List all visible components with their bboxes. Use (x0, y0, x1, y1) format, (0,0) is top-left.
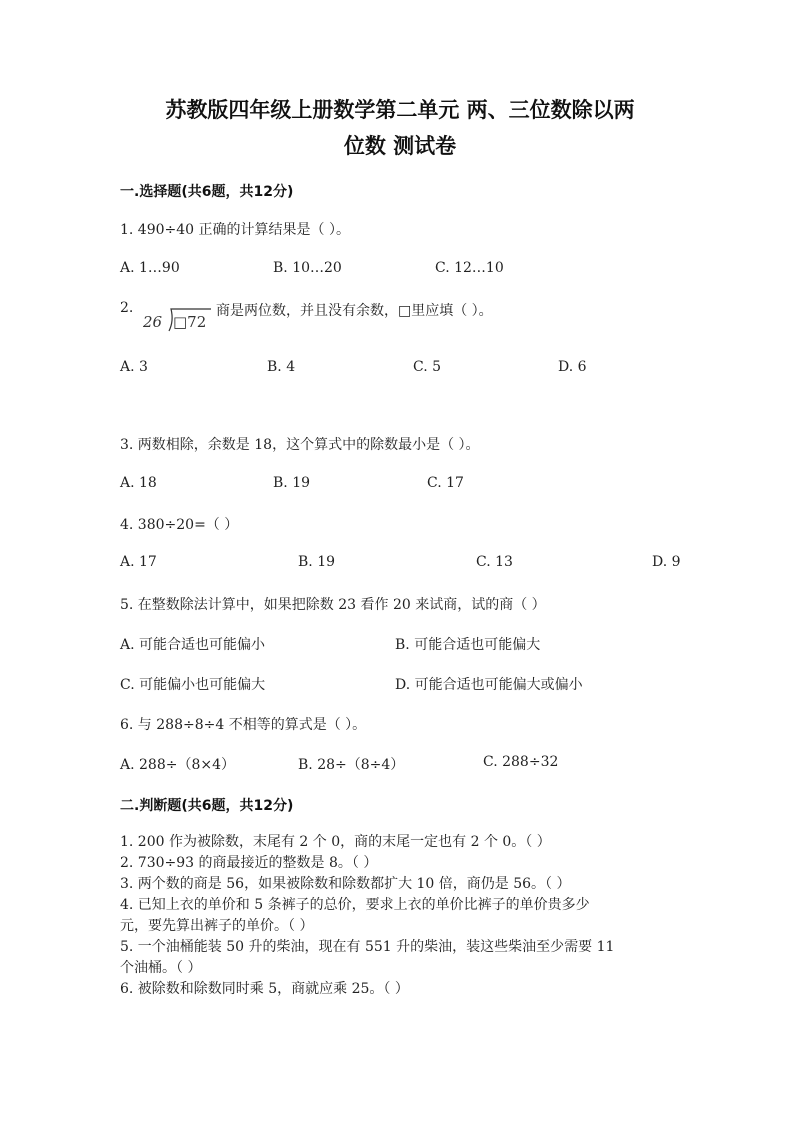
section-heading-choice: 一.选择题(共6题，共12分) (120, 184, 294, 200)
q6-option-c: C. 288÷32 (483, 754, 559, 770)
q5-option-c: C. 可能偏小也可能偏大 (120, 677, 266, 693)
judgment-line-5-cont: 个油桶。（ ） (120, 960, 202, 976)
question-2-number: 2. (120, 300, 134, 316)
q1-option-c: C. 12…10 (435, 260, 504, 276)
q2-option-c: C. 5 (413, 359, 442, 375)
question-4: 4. 380÷20=（ ） (120, 517, 239, 533)
q6-option-b: B. 28÷（8÷4） (298, 757, 405, 773)
title-line-2: 位数 测试卷 (343, 134, 457, 158)
question-2: 商是两位数，并且没有余数，□里应填（ ）。 (216, 303, 493, 319)
long-division-figure (143, 303, 213, 333)
judgment-line-1: 1. 200 作为被除数，末尾有 2 个 0，商的末尾一定也有 2 个 0。（ ） (120, 834, 551, 850)
q5-option-d: D. 可能合适也可能偏大或偏小 (395, 677, 583, 693)
page-title (100, 92, 700, 164)
q3-option-c: C. 17 (427, 475, 464, 491)
title-line-1: 苏教版四年级上册数学第二单元 两、三位数除以两 (165, 98, 635, 122)
judgment-line-3: 3. 两个数的商是 56，如果被除数和除数都扩大 10 倍，商仍是 56。（ ） (120, 876, 571, 892)
q1-option-b: B. 10…20 (273, 260, 342, 276)
judgment-line-4: 4. 已知上衣的单价和 5 条裤子的总价，要求上衣的单价比裤子的单价贵多少 (120, 897, 590, 913)
question-3: 3. 两数相除，余数是 18，这个算式中的除数最小是（ ）。 (120, 437, 480, 453)
q4-option-b: B. 19 (298, 554, 336, 570)
q3-option-a: A. 18 (120, 475, 157, 491)
q2-option-d: D. 6 (558, 359, 587, 375)
q4-option-a: A. 17 (120, 554, 157, 570)
q4-option-d: D. 9 (652, 554, 681, 570)
question-6: 6. 与 288÷8÷4 不相等的算式是（ ）。 (120, 717, 367, 733)
q2-option-a: A. 3 (120, 359, 148, 375)
q4-option-c: C. 13 (476, 554, 513, 570)
q5-option-b: B. 可能合适也可能偏大 (395, 637, 541, 653)
q1-option-a: A. 1…90 (120, 260, 180, 276)
q6-option-a: A. 288÷（8×4） (120, 757, 236, 773)
dividend-text: □72 (173, 313, 207, 331)
judgment-line-4-cont: 元，要先算出裤子的单价。（ ） (120, 918, 314, 934)
question-5: 5. 在整数除法计算中，如果把除数 23 看作 20 来试商，试的商（ ） (120, 597, 546, 613)
judgment-line-2: 2. 730÷93 的商最接近的整数是 8。（ ） (120, 855, 378, 871)
q3-option-b: B. 19 (273, 475, 311, 491)
judgment-line-5: 5. 一个油桶能装 50 升的柴油，现在有 551 升的柴油，装这些柴油至少需要 11 (120, 939, 615, 955)
q2-option-b: B. 4 (267, 359, 296, 375)
judgment-line-6: 6. 被除数和除数同时乘 5，商就应乘 25。（ ） (120, 981, 409, 997)
question-1: 1. 490÷40 正确的计算结果是（ ）。 (120, 222, 350, 238)
divisor-text: 26 (143, 313, 163, 331)
section-heading-judgment: 二.判断题(共6题，共12分) (120, 798, 294, 814)
q5-option-a: A. 可能合适也可能偏小 (120, 637, 266, 653)
